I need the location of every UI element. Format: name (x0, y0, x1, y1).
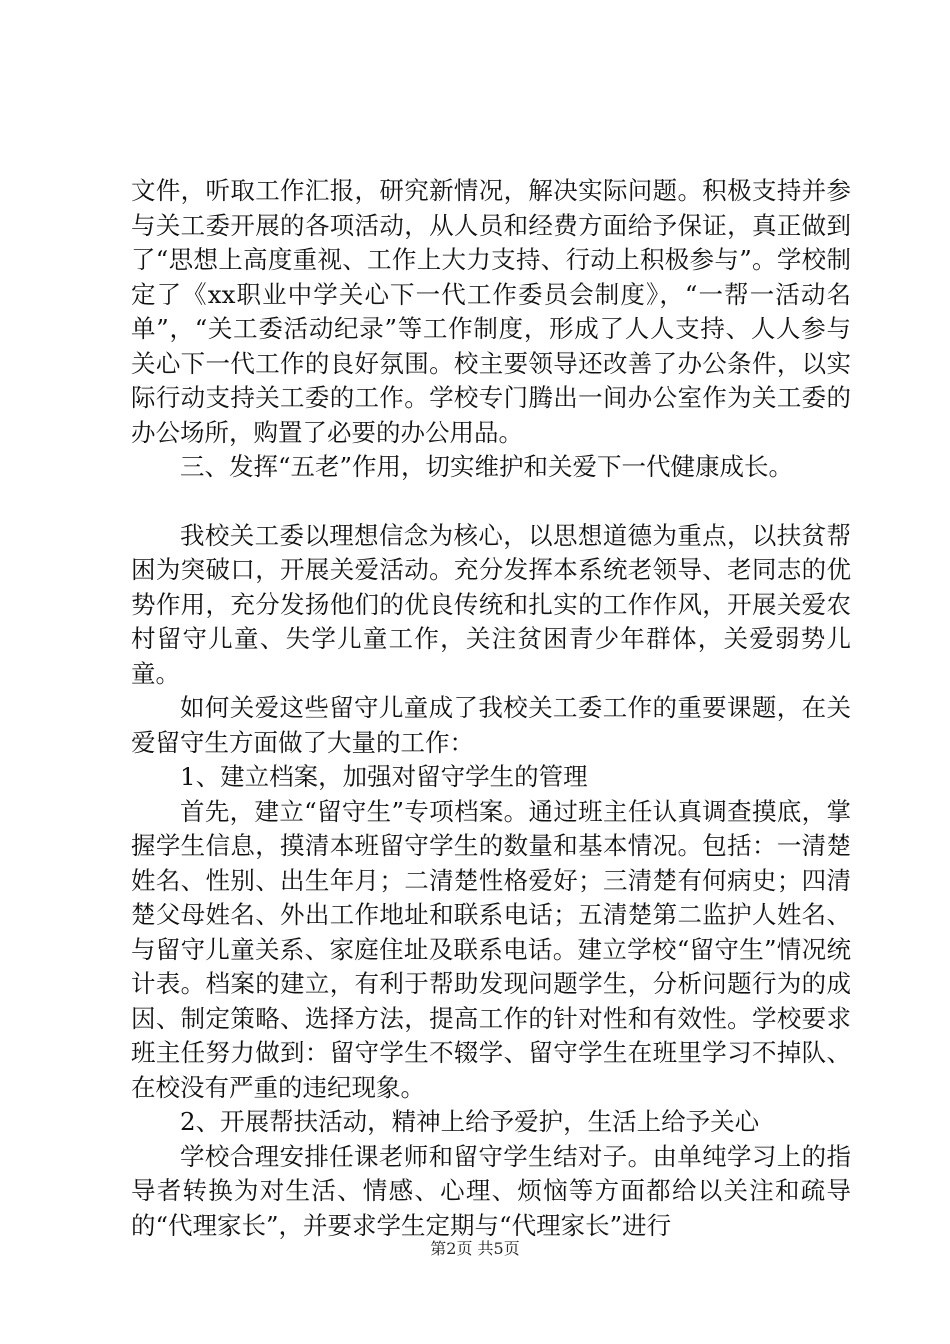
paragraph-care-activities: 我校关工委以理想信念为核心，以思想道德为重点，以扶贫帮困为突破口，开展关爱活动。充分发挥本系统老领导、老同志的优势作用，充分发扬他们的优良传统和扎实的工作作风，开展关爱农村留守儿童、失学儿童工作，关注贫困青少年群体，关爱弱势儿童。 (131, 520, 851, 688)
subheading-support-activities: 2、开展帮扶活动，精神上给予爱护，生活上给予关心 (180, 1107, 760, 1136)
paragraph-pairing: 学校合理安排任课老师和留守学生结对子。由单纯学习上的指导者转换为对生活、情感、心理、烦恼等方面都给以关注和疏导的“代理家长”，并要求学生定期与“代理家长”进行 (131, 1141, 851, 1240)
paragraph-key-topic: 如何关爱这些留守儿童成了我校关工委工作的重要课题，在关爱留守生方面做了大量的工作： (131, 693, 851, 757)
page-number: 第2页 共5页 (430, 1239, 520, 1258)
section-heading-three: 三、发挥“五老”作用，切实维护和关爱下一代健康成长。 (180, 452, 794, 481)
paragraph-continuation: 文件，听取工作汇报，研究新情况，解决实际问题。积极支持并参与关工委开展的各项活动，从人员和经费方面给予保证，真正做到了“思想上高度重视、工作上大力支持、行动上积极参与”。学校制定了《xx职业中学关心下一代工作委员会制度》，“一帮一活动名单”，“关工委活动纪录”等工作制度，形成了人人支持、人人参与关心下一代工作的良好氛围。校主要领导还改善了办公条件，以实际行动支持关工委的工作。学校专门腾出一间办公室作为关工委的办公场所，购置了必要的办公用品。 (131, 176, 851, 447)
subheading-build-archives: 1、建立档案，加强对留守学生的管理 (180, 762, 588, 791)
paragraph-archives-detail: 首先，建立“留守生”专项档案。通过班主任认真调查摸底，掌握学生信息，摸清本班留守学生的数量和基本情况。包括：一清楚姓名、性别、出生年月；二清楚性格爱好；三清楚有何病史；四清楚父母姓名、外出工作地址和联系电话；五清楚第二监护人姓名、与留守儿童关系、家庭住址及联系电话。建立学校“留守生”情况统计表。档案的建立，有利于帮助发现问题学生，分析问题行为的成因、制定策略、选择方法，提高工作的针对性和有效性。学校要求班主任努力做到：留守学生不辍学、留守学生在班里学习不掉队、在校没有严重的违纪现象。 (131, 796, 851, 1102)
document-body (131, 174, 851, 1243)
